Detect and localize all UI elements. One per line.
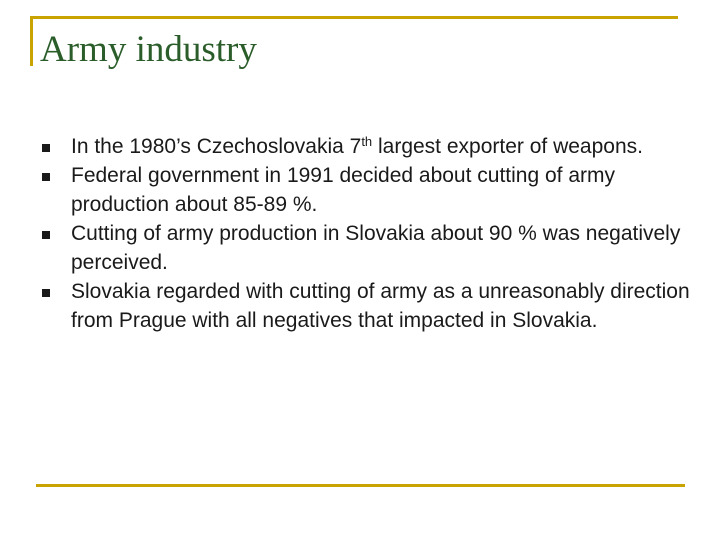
square-bullet-icon	[42, 231, 50, 239]
bullet-item-slovakia-cut	[42, 219, 692, 277]
bullet-text: Federal government in 1991 decided about cutting of army production about 85-89 %.	[71, 164, 616, 216]
left-rule	[30, 16, 33, 66]
bullet-text: Cutting of army production in Slovakia about 90 % was negatively perceived.	[71, 222, 681, 274]
bullet-item-export-rank	[42, 132, 692, 161]
bullet-text: Slovakia regarded with cutting of army as a unreasonably direction from Prague with all negatives that impacted in Slovakia.	[71, 280, 690, 332]
bullet-item-federal-cut	[42, 161, 692, 219]
ordinal-suffix: th	[361, 133, 373, 149]
bullet-item-prague-direction	[42, 277, 692, 335]
square-bullet-icon	[42, 289, 50, 297]
bullet-list	[42, 132, 692, 335]
square-bullet-icon	[42, 144, 50, 152]
bullet-text-part: largest exporter of weapons.	[372, 135, 643, 158]
top-rule	[30, 16, 678, 19]
slide-title: Army industry	[40, 29, 257, 70]
bullet-text-part: In the 1980’s Czechoslovakia 7	[71, 135, 362, 158]
square-bullet-icon	[42, 173, 50, 181]
bottom-rule	[36, 484, 685, 487]
